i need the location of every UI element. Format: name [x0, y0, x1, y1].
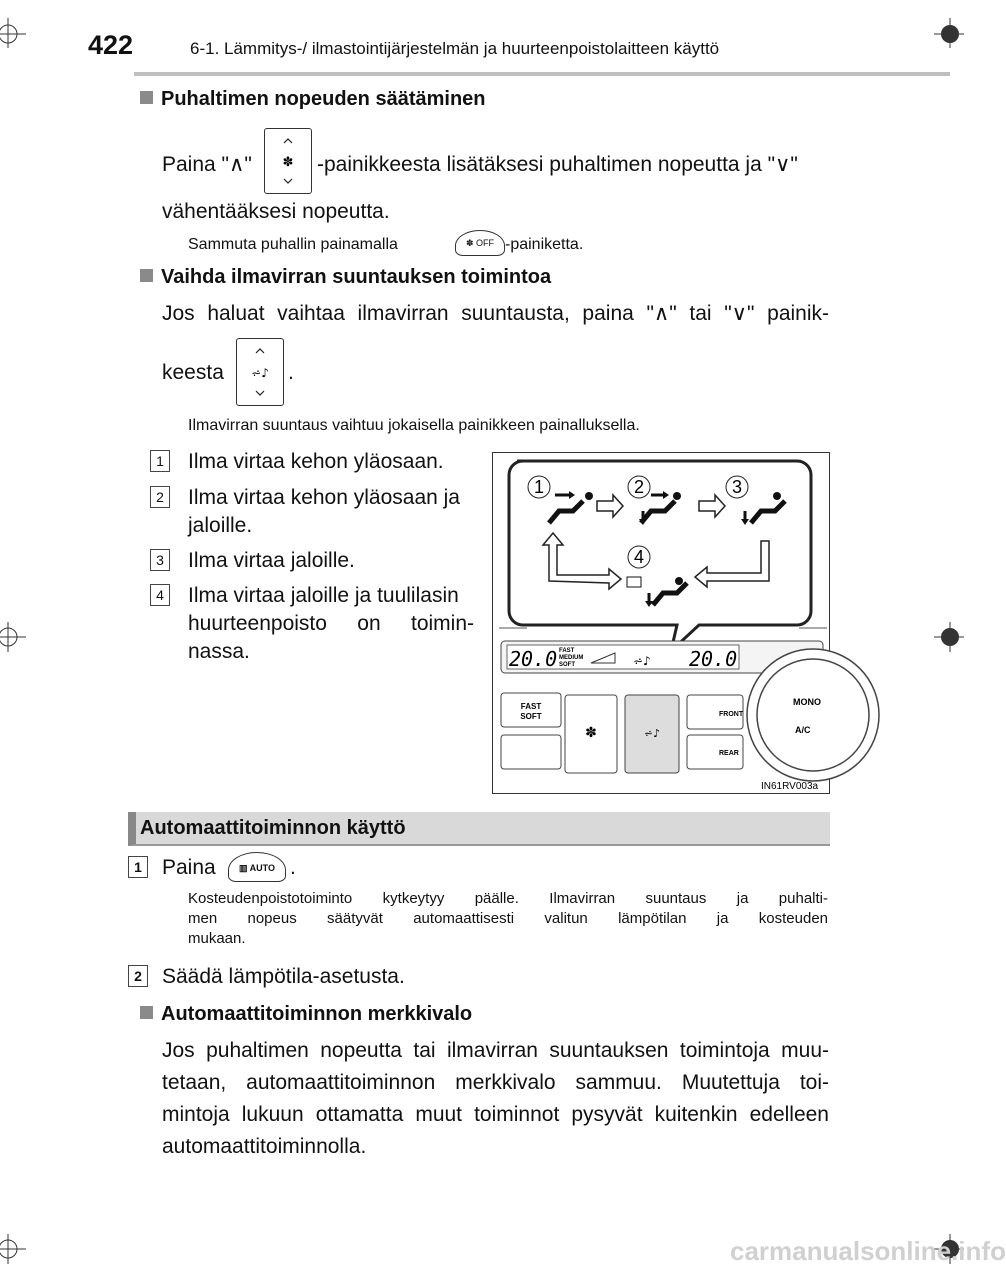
mode-number: 1 — [150, 450, 170, 472]
fan-speed-para-a: Paina "∧" — [162, 153, 252, 176]
auto-button: ▥ AUTO — [228, 852, 286, 882]
svg-text:✽: ✽ — [282, 155, 294, 170]
fan-rocker-icon — [265, 129, 311, 193]
step-number: 1 — [128, 856, 148, 878]
display-left-temp: 20.0 — [509, 647, 558, 671]
step-1-text-b: . — [290, 856, 296, 879]
airflow-para-b-end: . — [288, 361, 294, 384]
step-1-note-line3: mukaan. — [188, 930, 246, 947]
step-2-text: Säädä lämpötila-asetusta. — [162, 965, 405, 988]
svg-text:⩫♪: ⩫♪ — [643, 727, 661, 740]
mode-2-line1: Ilma virtaa kehon yläosaan ja — [188, 486, 460, 509]
auto-indicator-line1: Jos puhaltimen nopeutta tai ilmavirran suuntauksen toimintoja muu- — [162, 1039, 829, 1062]
auto-indicator-line3: mintoja lukuun ottamatta muut toiminnot pysyvät kuitenkin edelleen — [162, 1103, 829, 1126]
fig-ac-label: A/C — [795, 725, 811, 735]
square-bullet-icon — [140, 91, 153, 104]
square-bullet-icon — [140, 269, 153, 282]
fig-front-label: FRONT — [719, 711, 744, 718]
figure-id: IN61RV003a — [761, 781, 819, 792]
step-1-note-line2: men nopeus säätyvät automaattisesti valitun lämpötilan ja kosteuden — [188, 910, 828, 927]
step-number: 2 — [128, 965, 148, 987]
fan-speed-para-b: -painikkeesta lisätäksesi puhaltimen nopeutta ja "∨" — [317, 153, 798, 176]
svg-text:✽: ✽ — [585, 725, 597, 741]
auto-indicator-line4: automaattitoiminnolla. — [162, 1135, 367, 1158]
fan-off-button: ✽ OFF — [455, 230, 505, 256]
registration-mark-top-right — [930, 14, 964, 48]
display-soft: SOFT — [559, 662, 575, 668]
display-fast: FAST — [559, 648, 575, 654]
page-number: 422 — [88, 30, 134, 60]
fan-speed-rocker-button — [264, 128, 312, 194]
watermark: carmanualsonline.info — [730, 1236, 1006, 1266]
mode-number: 4 — [150, 584, 170, 606]
auto-indicator-heading: Automaattitoiminnon merkkivalo — [140, 1003, 472, 1026]
registration-mark-mid-right — [930, 620, 964, 654]
header-rule — [134, 72, 950, 76]
step-1-text-a: Paina — [162, 856, 216, 879]
mode-3-line1: Ilma virtaa jaloille. — [188, 549, 355, 572]
svg-text:⩫♪: ⩫♪ — [251, 366, 269, 380]
registration-mark-mid-left — [0, 620, 30, 654]
mode-4-line1: Ilma virtaa jaloille ja tuulilasin — [188, 584, 459, 607]
callout-number: 1 — [533, 477, 545, 497]
chapter-title: 6-1. Lämmitys-/ ilmastointijärjestelmän ja huurteenpoistolaitteen käyttö — [190, 39, 720, 58]
fig-rear-label: REAR — [719, 750, 739, 757]
fan-speed-para-c: vähentääksesi nopeutta. — [162, 200, 390, 223]
fig-soft-label: SOFT — [520, 712, 542, 721]
fan-off-label: OFF — [476, 238, 495, 248]
registration-mark-bottom-left — [0, 1232, 30, 1266]
callout-number: 3 — [731, 477, 743, 497]
mode-4-line3: nassa. — [188, 640, 250, 663]
callout-number: 2 — [633, 477, 645, 497]
fan-speed-heading: Puhaltimen nopeuden säätäminen — [140, 88, 486, 111]
airflow-para-b: keesta — [162, 361, 224, 384]
fan-off-note-a: Sammuta puhallin painamalla — [188, 236, 398, 253]
airflow-note: Ilmavirran suuntaus vaihtuu jokaisella painikkeen painalluksella. — [188, 417, 640, 434]
display-mode-icon: ⩫♪ — [633, 654, 651, 668]
mode-number: 2 — [150, 486, 170, 508]
mode-1-line1: Ilma virtaa kehon yläosaan. — [188, 450, 444, 473]
callout-number: 4 — [633, 547, 645, 567]
registration-mark-top-left — [0, 14, 30, 48]
display-medium: MEDIUM — [559, 655, 584, 661]
airflow-heading: Vaihda ilmavirran suuntauksen toimintoa — [140, 266, 551, 289]
airflow-rocker-button — [236, 338, 284, 406]
mode-4-line2: huurteenpoisto on toimin- — [188, 612, 474, 635]
fig-fast-label: FAST — [520, 702, 542, 711]
auto-label: AUTO — [249, 863, 275, 873]
square-bullet-icon — [140, 1006, 153, 1019]
auto-section-title: Automaattitoiminnon käyttö — [140, 817, 406, 839]
climate-panel-illustration — [493, 453, 831, 795]
airflow-mode-icon — [237, 339, 283, 405]
auto-indicator-line2: tetaan, automaattitoiminnon merkkivalo sammuu. Muutettuja toi- — [162, 1071, 829, 1094]
display-right-temp: 20.0 — [689, 647, 738, 671]
fig-mono-label: MONO — [793, 697, 821, 707]
fan-off-note-b: -painiketta. — [505, 236, 584, 253]
mode-2-line2: jaloille. — [188, 514, 253, 537]
airflow-para-a: Jos haluat vaihtaa ilmavirran suuntausta, paina "∧" tai "∨" painik- — [162, 302, 829, 325]
mode-number: 3 — [150, 549, 170, 571]
step-1-note-line1: Kosteudenpoistotoiminto kytkeytyy päälle. Ilmavirran suuntaus ja puhalti- — [188, 890, 828, 907]
climate-panel-figure — [492, 452, 830, 794]
